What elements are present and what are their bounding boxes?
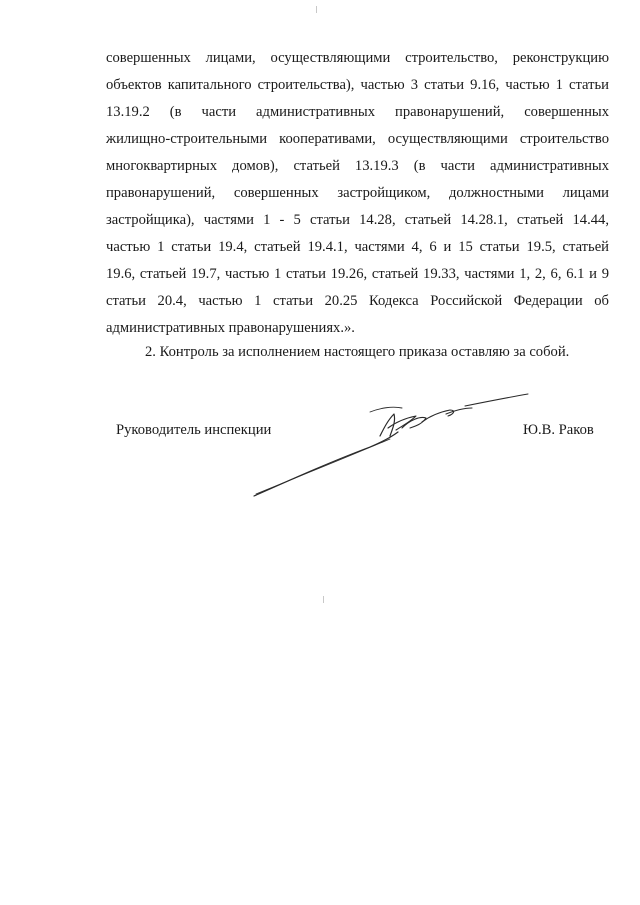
body-line: статьи 20.4, частью 1 статьи 20.25 Кодекса Российской Федерации об — [106, 293, 609, 309]
body-line: административных правонарушениях.». — [106, 320, 355, 336]
body-line: объектов капитального строительства), частью 3 статьи 9.16, частью 1 статьи — [106, 77, 609, 93]
scan-mark-middle — [323, 596, 324, 603]
body-line: жилищно-строительными кооперативами, осуществляющими строительство — [106, 131, 609, 147]
body-line: застройщика), частями 1 - 5 статьи 14.28, статьей 14.28.1, статьей 14.44, — [106, 212, 609, 228]
body-line: 19.6, статьей 19.7, частью 1 статьи 19.26, статьей 19.33, частями 1, 2, 6, 6.1 и 9 — [106, 266, 609, 282]
body-line: правонарушений, совершенных застройщиком, должностными лицами — [106, 185, 609, 201]
body-line: совершенных лицами, осуществляющими строительство, реконструкцию — [106, 50, 609, 66]
handwritten-signature — [250, 392, 530, 502]
signatory-role: Руководитель инспекции — [116, 422, 272, 438]
signatory-name: Ю.В. Раков — [523, 422, 594, 438]
body-line: многоквартирных домов), статьей 13.19.3 (в части административных — [106, 158, 609, 174]
body-line: частью 1 статьи 19.4, статьей 19.4.1, частями 4, 6 и 15 статьи 19.5, статьей — [106, 239, 609, 255]
scan-mark-top — [316, 6, 317, 13]
body-line: 13.19.2 (в части административных правонарушений, совершенных — [106, 104, 609, 120]
paragraph-2: 2. Контроль за исполнением настоящего приказа оставляю за собой. — [145, 344, 570, 360]
